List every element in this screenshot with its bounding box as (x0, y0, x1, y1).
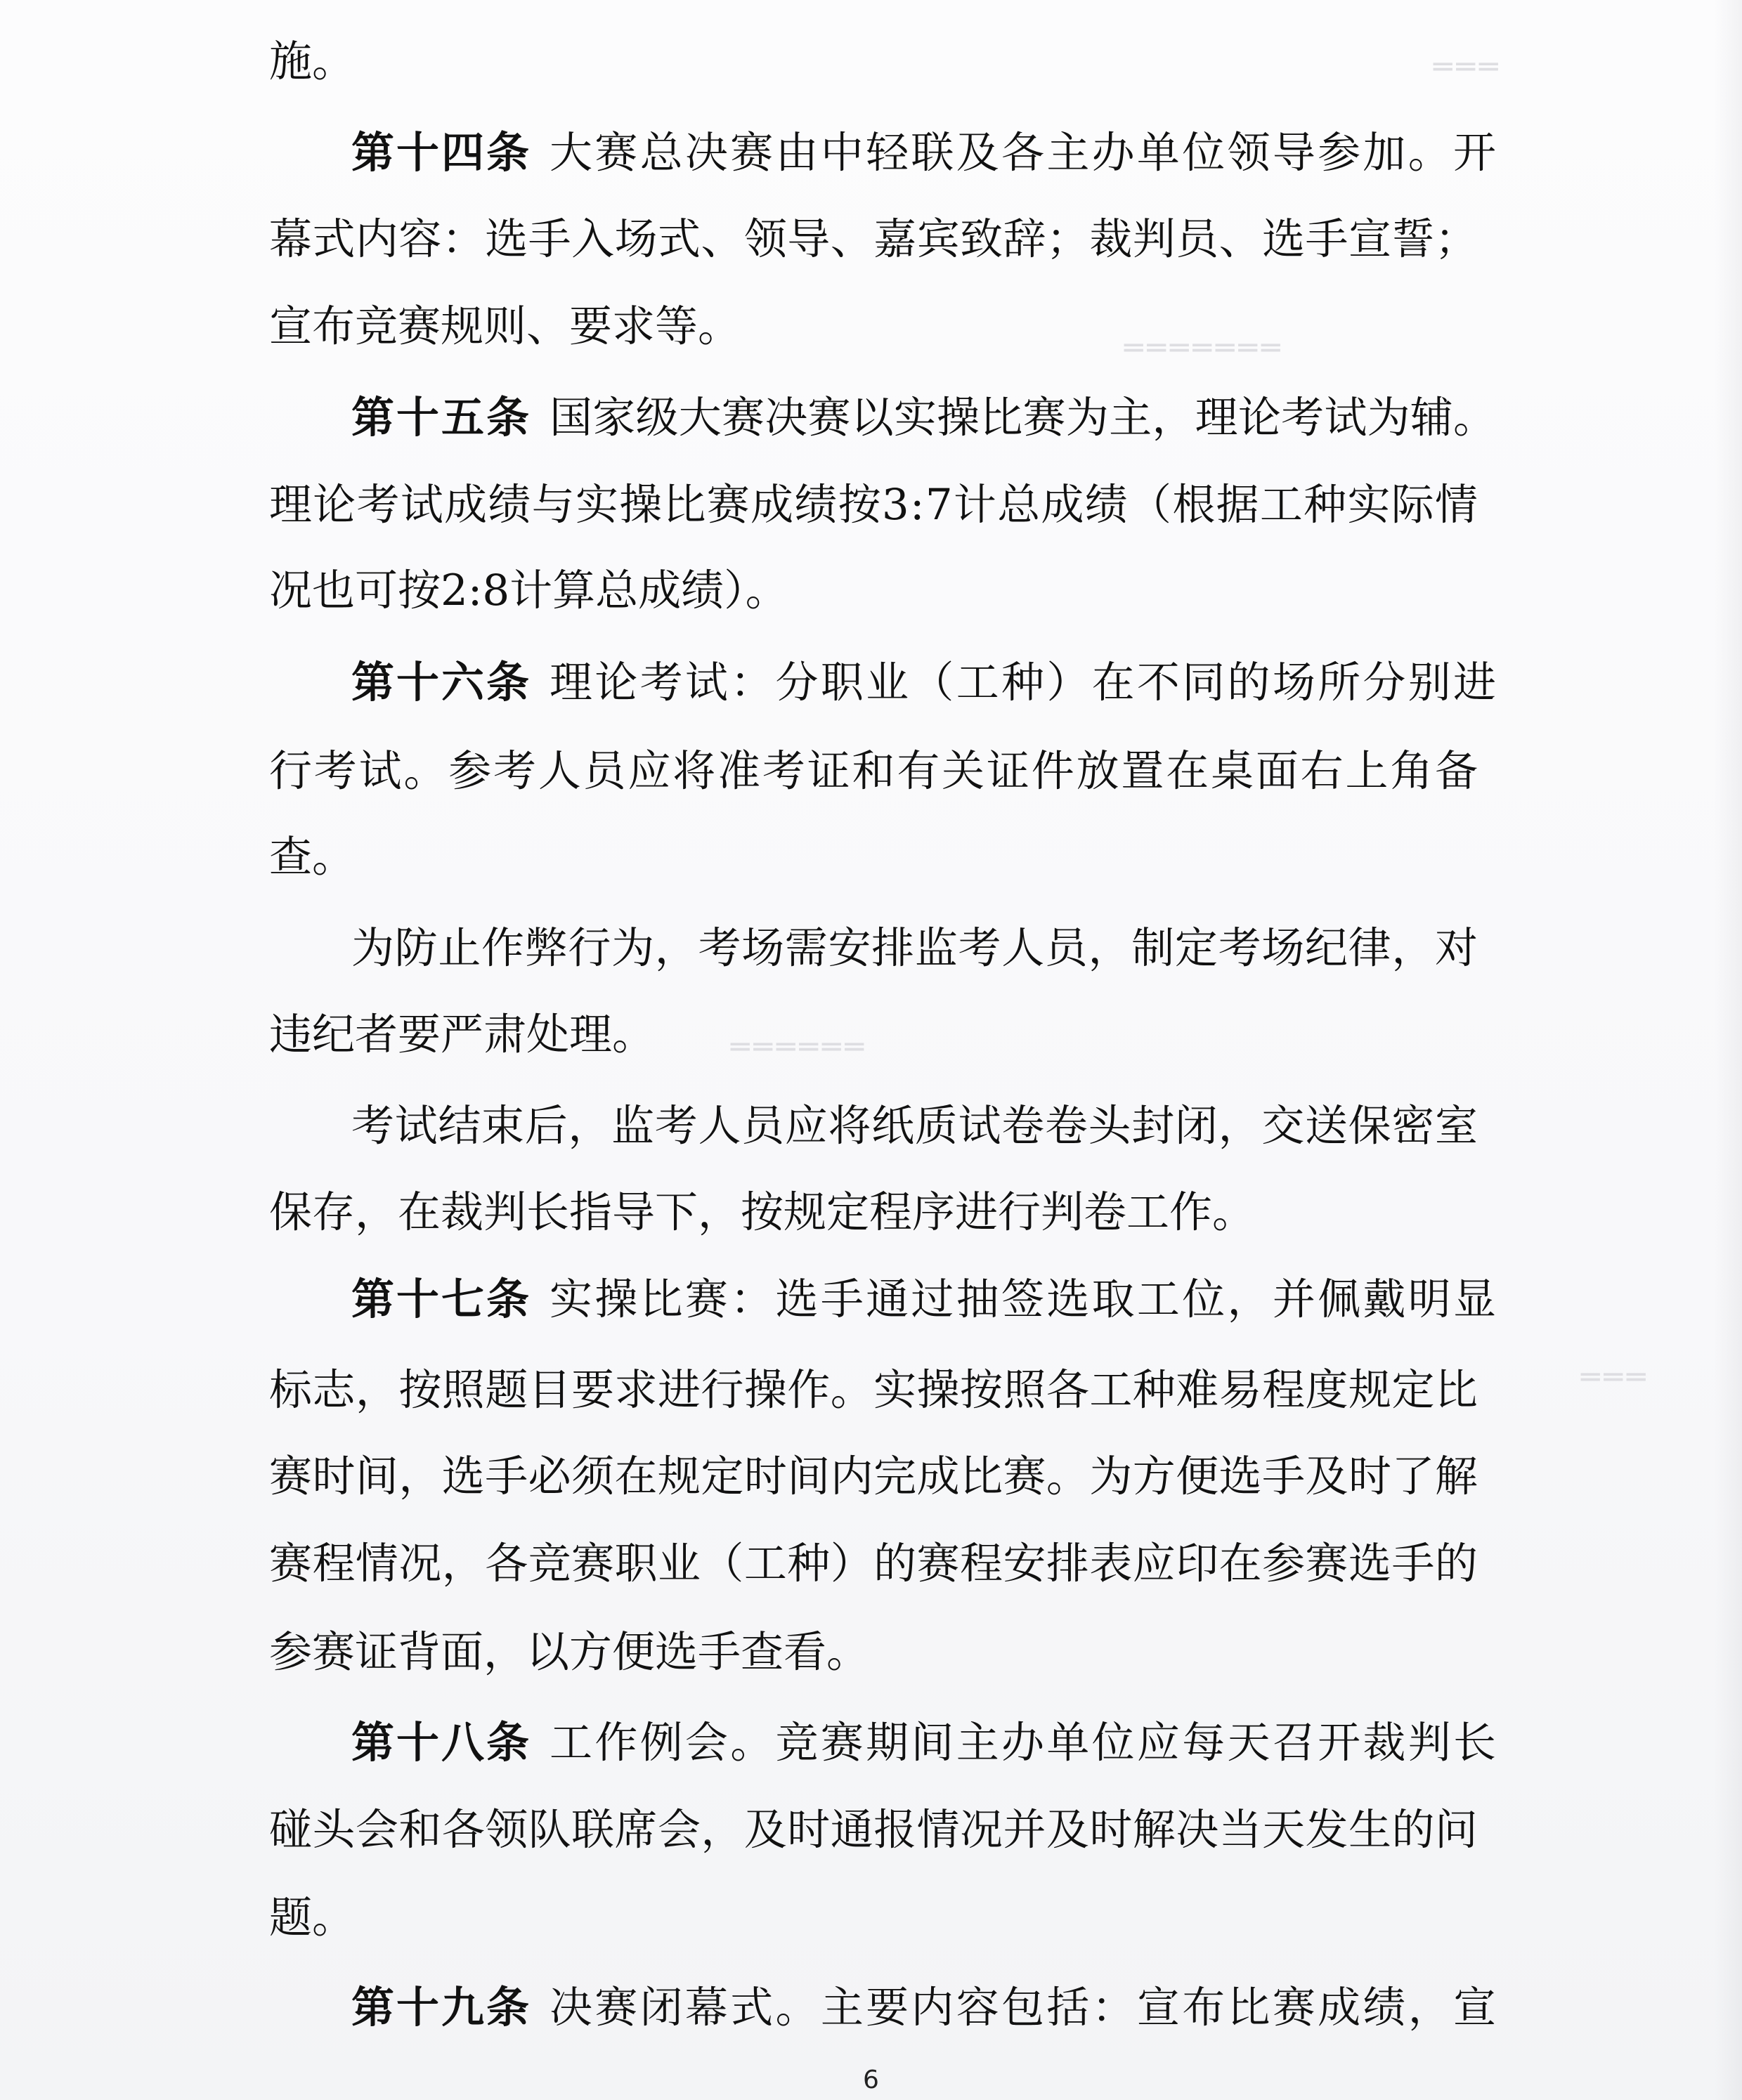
page-number: 6 (863, 2066, 879, 2094)
line-text: 施。 (269, 37, 356, 86)
line-text: 赛时间，选手必须在规定时间内完成比赛。为方便选手及时了解 (269, 1452, 1478, 1501)
scan-edge-shadow (1714, 0, 1742, 2100)
text-line-19 (269, 1624, 1478, 1681)
line-text: 幕式内容：选手入场式、领导、嘉宾致辞；裁判员、选手宣誓； (269, 214, 1478, 264)
text-line-4 (269, 299, 1478, 355)
line-text: 标志，按照题目要求进行操作。实操按照各工种难易程度规定比 (269, 1365, 1478, 1415)
line-text: 题。 (269, 1893, 356, 1943)
article-14-line (351, 125, 1499, 181)
line-text: 查。 (269, 832, 356, 882)
text-line-9 (269, 743, 1478, 800)
article-19-heading: 第十九条 (351, 1983, 532, 2033)
text-line-21 (269, 1802, 1478, 1858)
line-text: 理论考试：分职业（工种）在不同的场所分别进 (550, 658, 1499, 707)
article-18-heading: 第十八条 (351, 1718, 532, 1768)
text-line-1 (269, 34, 1478, 90)
article-14-heading: 第十四条 (351, 128, 532, 178)
line-text: 理论考试成绩与实操比赛成绩按3:7计总成绩（根据工种实际情 (269, 480, 1479, 530)
text-line-18 (269, 1536, 1478, 1592)
article-15-line (351, 390, 1497, 446)
line-text: 国家级大赛决赛以实操比赛为主，理论考试为辅。 (550, 393, 1497, 443)
article-16-heading: 第十六条 (351, 658, 532, 707)
line-text: 宣布竞赛规则、要求等。 (269, 301, 741, 351)
text-line-22 (269, 1890, 1478, 1946)
text-line-14 (269, 1185, 1478, 1241)
text-line-12 (269, 1007, 1478, 1063)
line-text: 参赛证背面，以方便选手查看。 (269, 1627, 870, 1677)
text-line-16 (269, 1362, 1478, 1419)
bleed-through-decoration: ══════ (731, 1029, 868, 1065)
line-text: 实操比赛：选手通过抽签选取工位，并佩戴明显 (550, 1274, 1499, 1324)
text-line-13 (351, 1098, 1478, 1154)
line-text: 碰头会和各领队联席会，及时通报情况并及时解决当天发生的问 (269, 1805, 1478, 1855)
line-text: 大赛总决赛由中轻联及各主办单位领导参加。开 (550, 128, 1499, 178)
article-17-line (351, 1272, 1499, 1328)
text-line-17 (269, 1449, 1478, 1505)
line-text: 考试结束后，监考人员应将纸质试卷卷头封闭，交送保密室 (351, 1101, 1478, 1151)
article-18-line (351, 1715, 1499, 1771)
line-text: 行考试。参考人员应将准考证和有关证件放置在桌面右上角备 (269, 746, 1480, 796)
text-line-10 (269, 829, 1478, 885)
article-16-line (351, 655, 1499, 711)
bleed-through-decoration: ═══════ (1124, 330, 1285, 366)
line-text: 为防止作弊行为，考场需安排监考人员，制定考场纪律，对 (351, 923, 1478, 973)
article-19-line (351, 1980, 1499, 2036)
bleed-through-decoration: ═══ (1434, 49, 1502, 85)
line-text: 决赛闭幕式。主要内容包括：宣布比赛成绩，宣 (550, 1983, 1499, 2033)
bleed-through-decoration: ═══ (1581, 1359, 1650, 1395)
line-text: 保存，在裁判长指导下，按规定程序进行判卷工作。 (269, 1187, 1256, 1237)
line-text: 况也可按2:8计算总成绩）。 (269, 566, 788, 615)
text-line-6 (269, 477, 1478, 533)
article-15-heading: 第十五条 (351, 393, 532, 443)
line-text: 违纪者要严肃处理。 (269, 1010, 656, 1059)
article-17-heading: 第十七条 (351, 1274, 532, 1324)
line-text: 工作例会。竞赛期间主办单位应每天召开裁判长 (550, 1718, 1499, 1768)
line-text: 赛程情况，各竞赛职业（工种）的赛程安排表应印在参赛选手的 (269, 1539, 1478, 1589)
text-line-7 (269, 563, 1478, 619)
text-line-3 (269, 211, 1478, 268)
text-line-11 (351, 920, 1478, 977)
